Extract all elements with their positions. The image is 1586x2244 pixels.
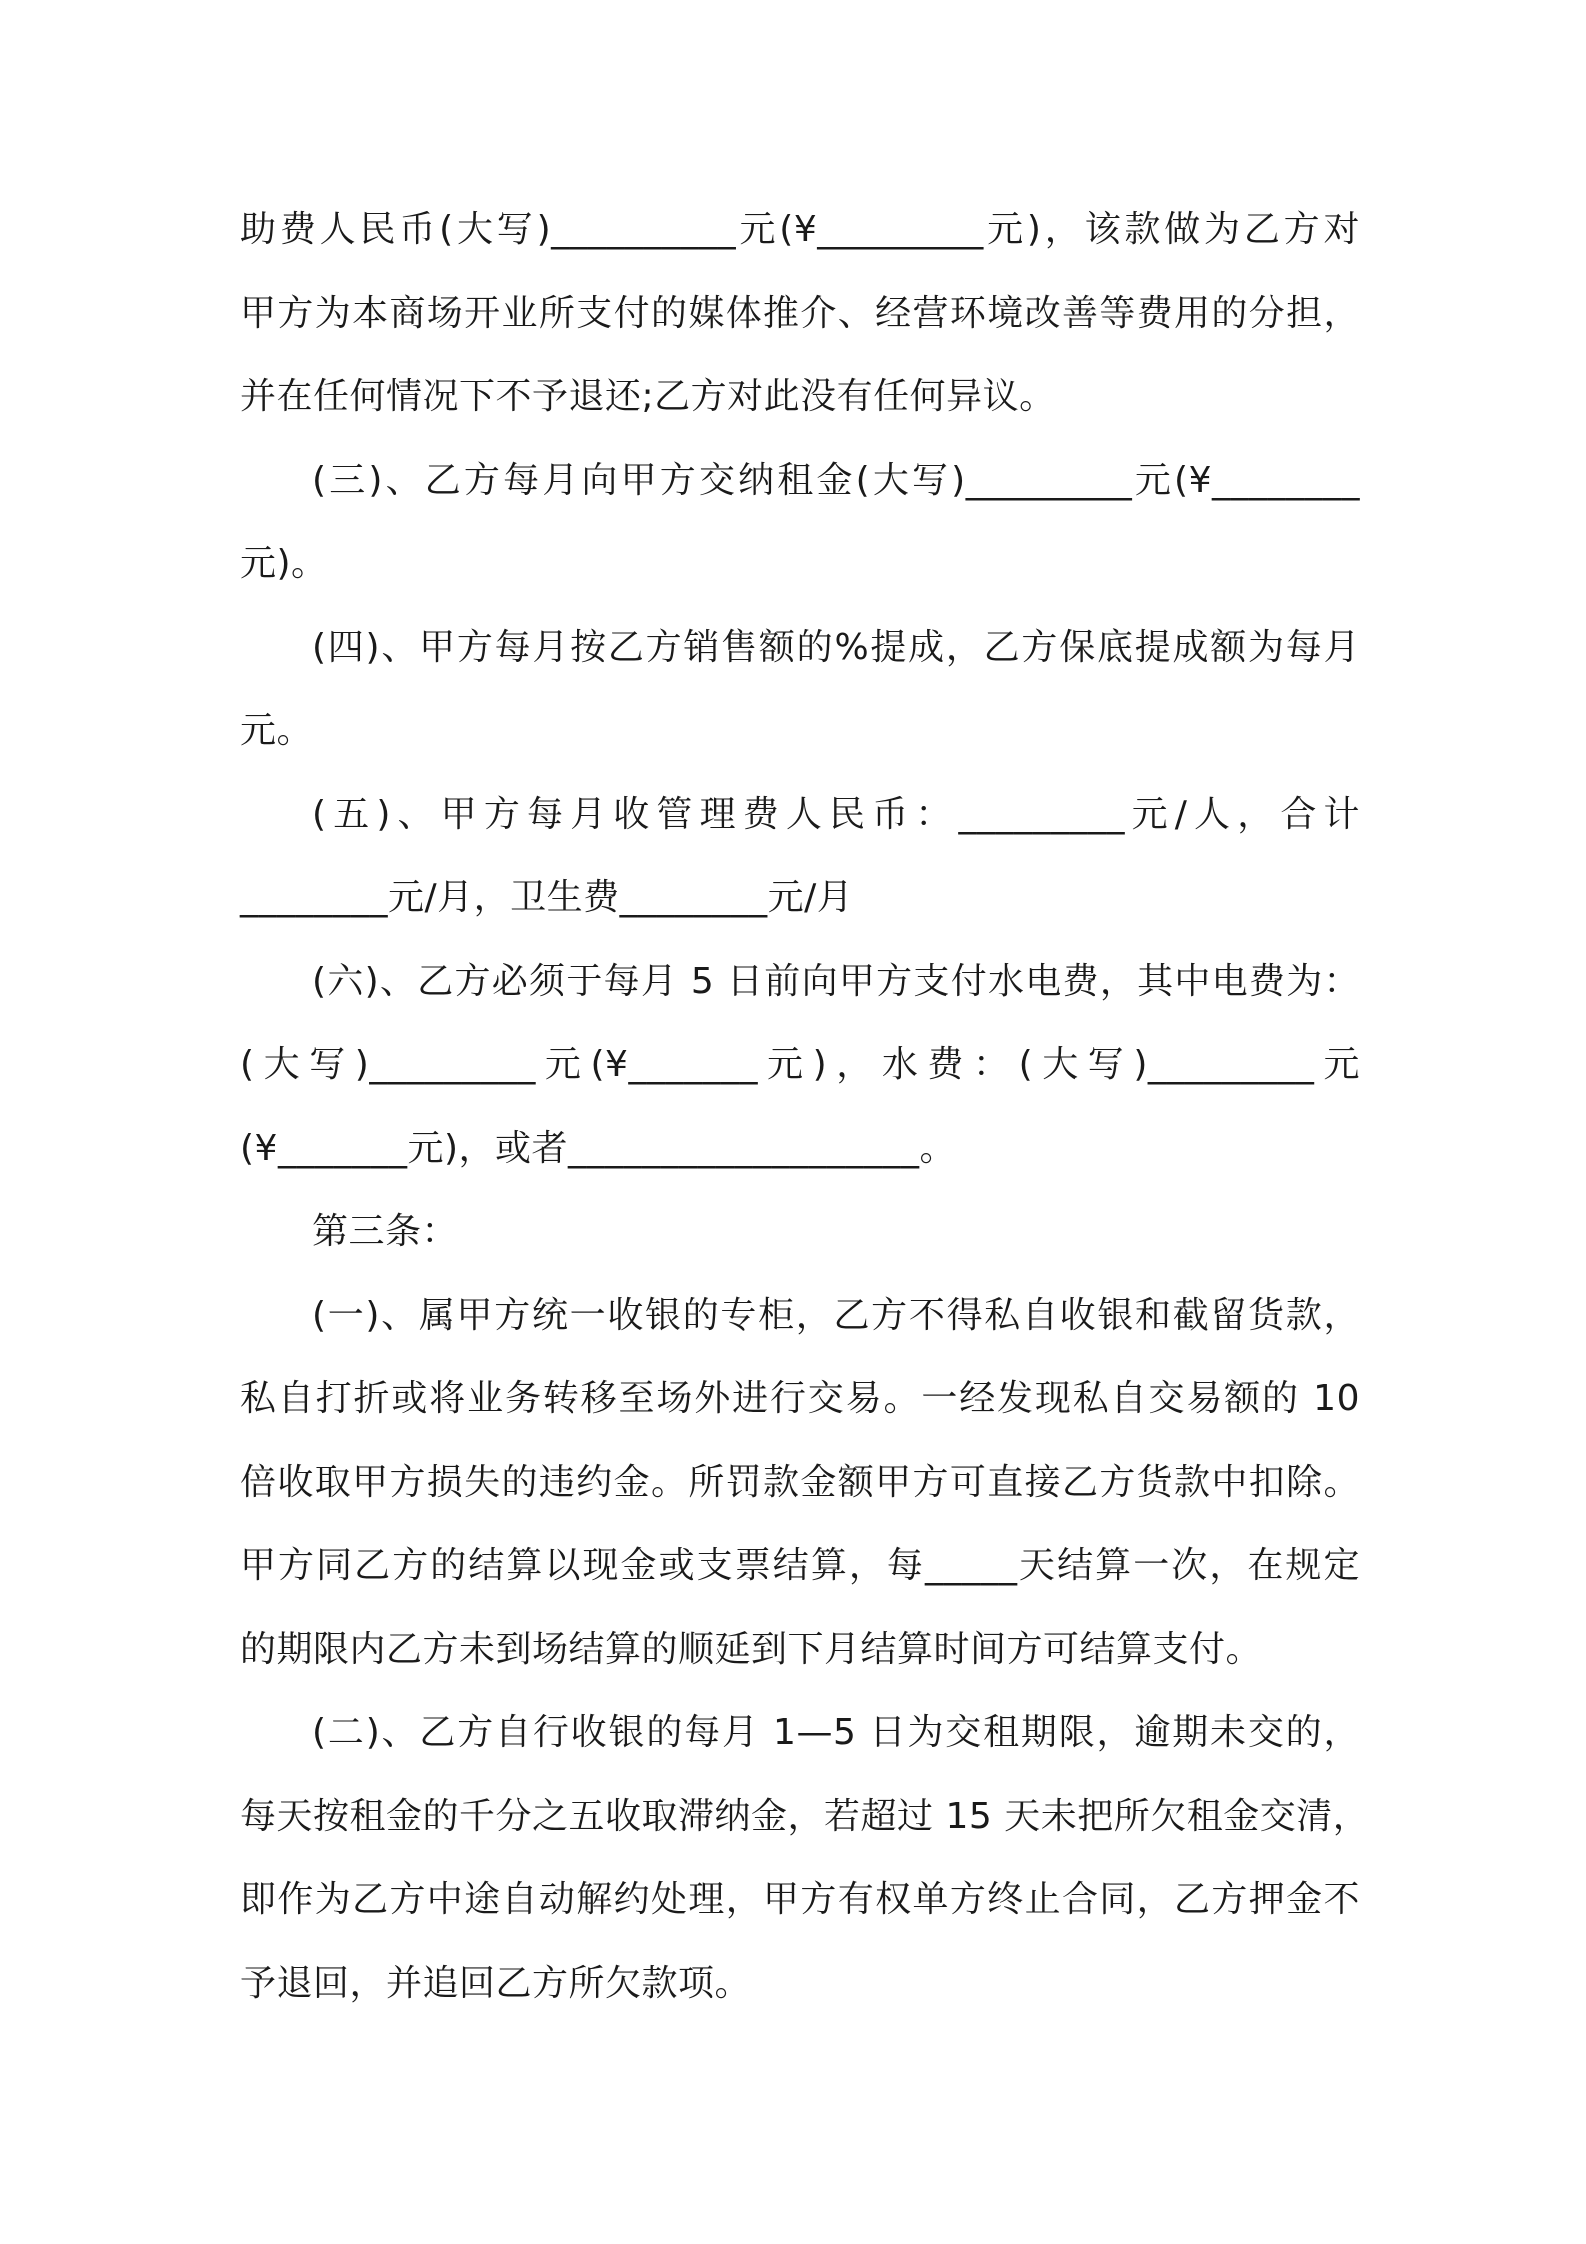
paragraph-line: 甲方同乙方的结算以现金或支票结算，每_____天结算一次，在规定 [240,1545,1360,1586]
paragraph-line: ________元/月，卫生费________元/月 [240,877,854,918]
paragraph-line: 倍收取甲方损失的违约金。所罚款金额甲方可直接乙方货款中扣除。 [240,1461,1360,1503]
paragraph-line: (二)、乙方自行收银的每月 1—5 日为交租期限，逾期未交的， [312,1712,1360,1753]
paragraph-line: 元。 [240,710,314,751]
paragraph-line: 助费人民币(大写)__________元(¥_________元)，该款做为乙方对 [240,209,1360,250]
paragraph-line: (一)、属甲方统一收银的专柜，乙方不得私自收银和截留货款， [312,1294,1360,1336]
paragraph-line: (三)、乙方每月向甲方交纳租金(大写)_________元(¥________ [312,459,1360,501]
paragraph-line: 即作为乙方中途自动解约处理，甲方有权单方终止合同，乙方押金不 [240,1879,1360,1920]
paragraph-line: (五)、甲方每月收管理费人民币：_________元/人，合计 [312,793,1360,835]
document-body [240,188,1370,2025]
paragraph-line: (六)、乙方必须于每月 5 日前向甲方支付水电费，其中电费为： [312,960,1360,1002]
paragraph-line: 第三条： [312,1211,459,1252]
paragraph-line: 每天按租金的千分之五收取滞纳金，若超过 15 天未把所欠租金交清， [240,1795,1370,1837]
paragraph-line: 私自打折或将业务转移至场外进行交易。一经发现私自交易额的 10 [240,1378,1360,1419]
paragraph-line: 的期限内乙方未到场结算的顺延到下月结算时间方可结算支付。 [240,1628,1263,1670]
paragraph-line: 元)。 [240,543,328,584]
paragraph-line: 予退回，并追回乙方所欠款项。 [240,1962,752,2004]
paragraph-line: (四)、甲方每月按乙方销售额的%提成，乙方保底提成额为每月 [312,626,1360,668]
paragraph-line: 并在任何情况下不予退还;乙方对此没有任何异议。 [240,376,1056,417]
paragraph-line: 甲方为本商场开业所支付的媒体推介、经营环境改善等费用的分担， [240,292,1360,334]
paragraph-line: (大写)_________元(¥_______元)，水费：(大写)_________元 [240,1044,1360,1085]
paragraph-line: (¥_______元)，或者___________________。 [240,1127,956,1169]
